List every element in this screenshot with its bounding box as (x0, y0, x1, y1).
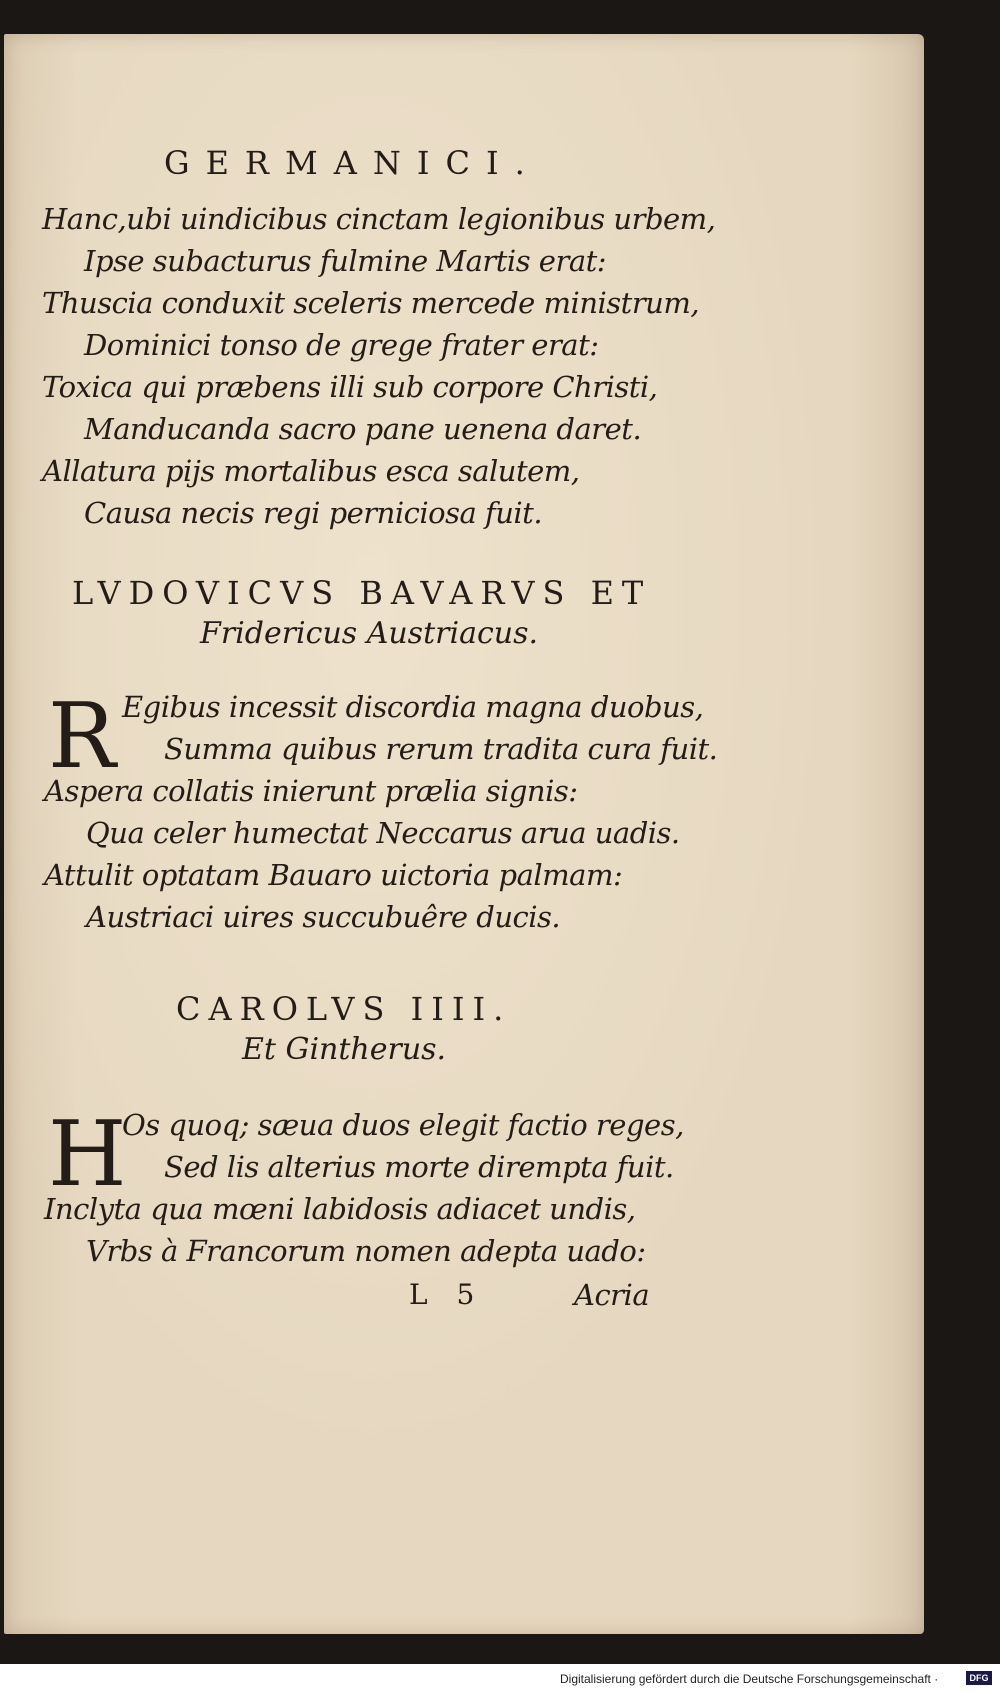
verse-line: Manducanda sacro pane uenena daret. (84, 412, 642, 446)
verse-line: Allatura pijs mortalibus esca salutem, (42, 454, 580, 488)
verse-line: Summa quibus rerum tradita cura fuit. (164, 732, 718, 766)
verse-line: Qua celer humectat Neccarus arua uadis. (86, 816, 680, 850)
running-head: GERMANICI. (164, 144, 541, 182)
signature-mark: L 5 (409, 1278, 485, 1311)
verse-line: Inclyta qua mœni labidosis adiacet undis, (44, 1192, 636, 1226)
verse-line: Os quoq; sæua duos elegit factio reges, (122, 1108, 684, 1142)
verse-line: Sed lis alterius morte dirempta fuit. (164, 1150, 674, 1184)
verse-line: Thuscia conduxit sceleris mercede ministrum, (42, 286, 700, 320)
section-title: CAROLVS IIII. (176, 990, 512, 1028)
verse-line: Egibus incessit discordia magna duobus, (122, 690, 704, 724)
drop-capital: H (48, 1102, 127, 1207)
book-page (4, 34, 924, 1634)
verse-line: Austriaci uires succubuêre ducis. (86, 900, 561, 934)
section-title: LVDOVICVS BAVARVS ET (72, 574, 652, 612)
section-subtitle: Et Gintherus. (242, 1032, 447, 1067)
verse-line: Toxica qui præbens illi sub corpore Christi, (42, 370, 658, 404)
verse-line: Hanc,ubi uindicibus cinctam legionibus urbem, (42, 202, 716, 236)
verse-line: Aspera collatis inierunt prælia signis: (44, 774, 578, 808)
verse-line: Attulit optatam Bauaro uictoria palmam: (44, 858, 623, 892)
catchword: Acria (574, 1278, 650, 1312)
verse-line: Dominici tonso de grege frater erat: (84, 328, 599, 362)
digitization-credit: Digitalisierung gefördert durch die Deutsche Forschungsgemeinschaft · (560, 1672, 939, 1686)
verse-line: Vrbs à Francorum nomen adepta uado: (86, 1234, 646, 1268)
dfg-logo: DFG (966, 1671, 992, 1685)
section-subtitle: Fridericus Austriacus. (200, 616, 539, 651)
verse-line: Ipse subacturus fulmine Martis erat: (84, 244, 607, 278)
drop-capital: R (48, 684, 116, 789)
verse-line: Causa necis regi perniciosa fuit. (84, 496, 543, 530)
